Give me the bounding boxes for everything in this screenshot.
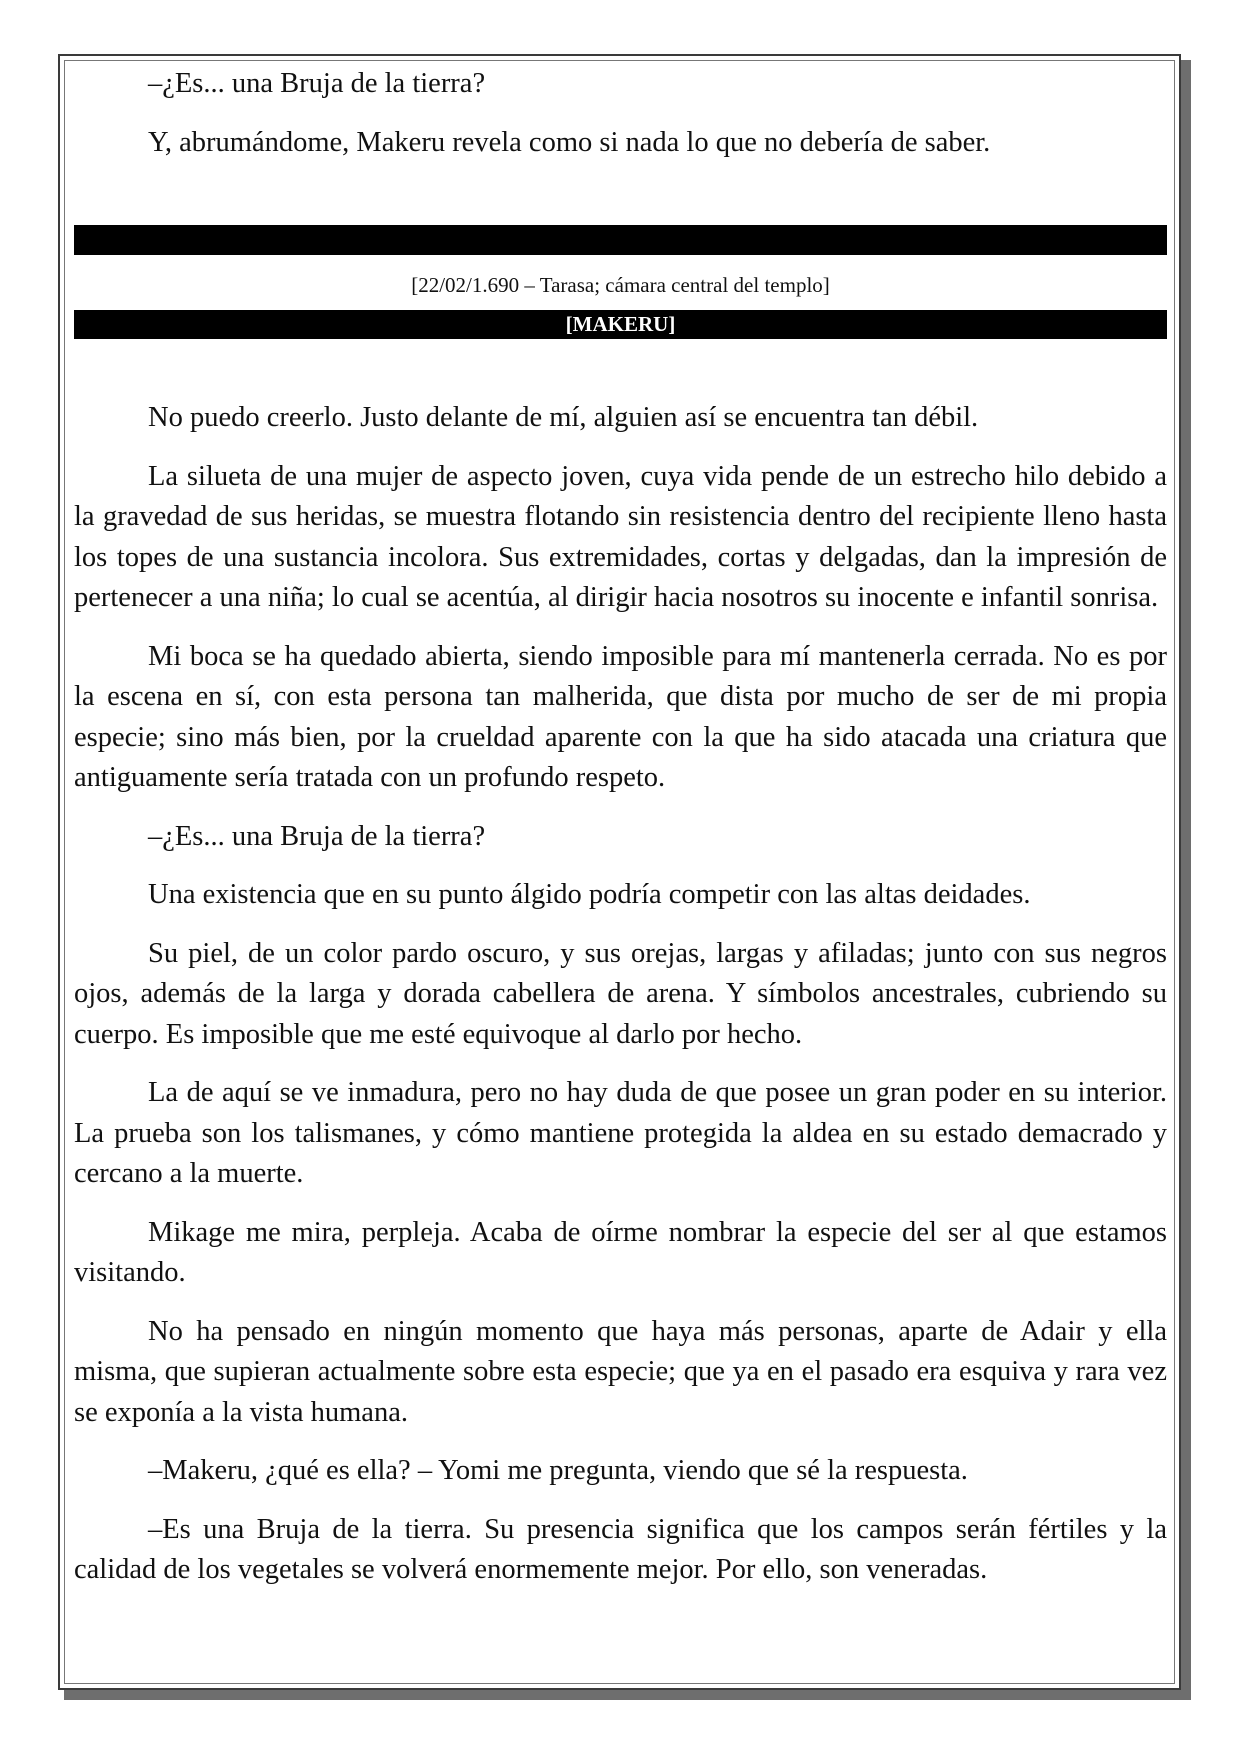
paragraph-5: Una existencia que en su punto álgido podría competir con las altas deidades.	[148, 879, 1031, 910]
intro-paragraph-1: –¿Es... una Bruja de la tierra?	[148, 68, 486, 99]
paragraph-8: Mikage me mira, perpleja. Acaba de oírme nombrar la especie del ser al que estamos visitando.	[74, 1216, 1167, 1288]
document-body	[74, 64, 1167, 1591]
paragraph-4: –¿Es... una Bruja de la tierra?	[148, 820, 486, 852]
paragraph-1: No puedo creerlo. Justo delante de mí, alguien así se encuentra tan débil.	[148, 402, 979, 433]
character-header-bar	[74, 310, 1167, 339]
paragraph-11: –Es una Bruja de la tierra. Su presencia significa que los campos serán fértiles y la calidad de los vegetales se volverá enormemente mejor. Por ello, son veneradas.	[74, 1513, 1167, 1585]
paragraph-6: Su piel, de un color pardo oscuro, y sus orejas, largas y afiladas; junto con sus negros ojos, además de la larga y dorada cabellera de arena. Y símbolos ancestrales, cubriendo su cuerpo. Es imposible que me esté equivoque al darlo por hecho.	[74, 937, 1167, 1050]
character-name: [MAKERU]	[565, 312, 676, 336]
scene-separator-bar	[74, 225, 1167, 255]
scene-date-location: [22/02/1.690 – Tarasa; cámara central del templo]	[411, 273, 830, 297]
intro-paragraph-2: Y, abrumándome, Makeru revela como si nada lo que no debería de saber.	[148, 126, 991, 158]
paragraph-2: La silueta de una mujer de aspecto joven, cuya vida pende de un estrecho hilo debido a la gravedad de sus heridas, se muestra flotando sin resistencia dentro del recipiente lleno hasta los topes de una sustancia incolora. Sus extremidades, cortas y delgadas, dan la impresión de pertenecer a una niña; lo cual se acentúa, al dirigir hacia nosotros su inocente e infantil sonrisa.	[74, 460, 1167, 613]
paragraph-9: No ha pensado en ningún momento que haya más personas, aparte de Adair y ella misma, que supieran actualmente sobre esta especie; que ya en el pasado era esquiva y rara vez se exponía a la vista humana.	[74, 1315, 1167, 1428]
paragraph-10: –Makeru, ¿qué es ella? – Yomi me pregunta, viendo que sé la respuesta.	[148, 1455, 968, 1486]
paragraph-3: Mi boca se ha quedado abierta, siendo imposible para mí mantenerla cerrada. No es por la escena en sí, con esta persona tan malherida, que dista por mucho de ser de mi propia especie; sino más bien, por la crueldad aparente con la que ha sido atacada una criatura que antiguamente sería tratada con un profundo respeto.	[74, 640, 1167, 793]
paragraph-7: La de aquí se ve inmadura, pero no hay duda de que posee un gran poder en su interior. La prueba son los talismanes, y cómo mantiene protegida la aldea en su estado demacrado y cercano a la muerte.	[74, 1077, 1167, 1189]
